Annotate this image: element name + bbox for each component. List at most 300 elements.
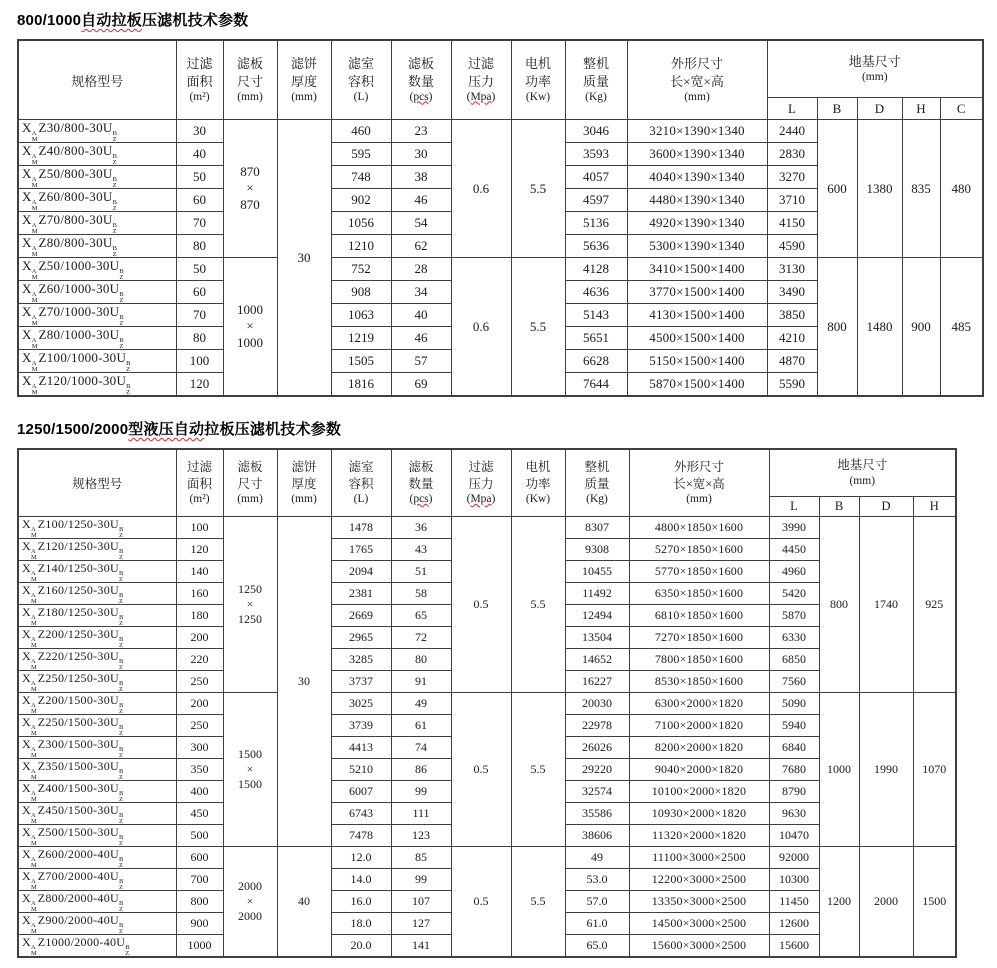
col-header-foundation-D: D	[859, 497, 913, 517]
cell-overall-dims: 6350×1850×1600	[629, 583, 769, 605]
cell-model: X A M Z500/1500-30U B Z	[18, 825, 176, 847]
cell-chamber-volume: 3737	[331, 671, 391, 693]
model-affix: B Z	[119, 291, 124, 304]
cell-plate-count: 99	[391, 781, 451, 803]
cell-foundation-L: 2440	[767, 120, 817, 143]
cell-filter-area: 100	[176, 517, 223, 539]
cell-machine-mass: 4128	[565, 258, 627, 281]
cell-foundation-L: 3130	[767, 258, 817, 281]
cell-overall-dims: 7100×2000×1820	[629, 715, 769, 737]
cell-filter-area: 700	[176, 869, 223, 891]
cell-filter-area: 50	[176, 166, 223, 189]
cell-filter-area: 1000	[176, 935, 223, 958]
col-header-foundation-H: H	[913, 497, 956, 517]
cell-foundation-L: 3990	[769, 517, 819, 539]
cell-filter-area: 100	[176, 350, 223, 373]
cell-model: X A M Z70/1000-30U B Z	[18, 304, 176, 327]
model-affix: B Z	[112, 199, 117, 212]
cell-chamber-volume: 1219	[331, 327, 391, 350]
cell-plate-count: 99	[391, 869, 451, 891]
cell-chamber-volume: 6743	[331, 803, 391, 825]
model-affix: A M	[31, 153, 38, 166]
model-affix: A M	[31, 245, 38, 258]
cell-filter-area: 160	[176, 583, 223, 605]
cell-overall-dims: 5150×1500×1400	[627, 350, 767, 373]
cell-filter-area: 50	[176, 258, 223, 281]
cell-chamber-volume: 595	[331, 143, 391, 166]
cell-foundation-L: 5420	[769, 583, 819, 605]
cell-plate-count: 72	[391, 627, 451, 649]
cell-chamber-volume: 1210	[331, 235, 391, 258]
cell-overall-dims: 4130×1500×1400	[627, 304, 767, 327]
col-header-foundation-L: L	[769, 497, 819, 517]
cell-chamber-volume: 2381	[331, 583, 391, 605]
cell-overall-dims: 11100×3000×2500	[629, 847, 769, 869]
cell-plate-count: 69	[391, 373, 451, 397]
col-header-filter-pressure: 过滤 压力 (Mpa)	[451, 449, 511, 517]
cell-overall-dims: 5770×1850×1600	[629, 561, 769, 583]
cell-filter-area: 140	[176, 561, 223, 583]
cell-model: X A M Z450/1500-30U B Z	[18, 803, 176, 825]
cell-model: X A M Z180/1250-30U B Z	[18, 605, 176, 627]
cell-machine-mass: 4597	[565, 189, 627, 212]
model-affix: B Z	[118, 526, 124, 539]
cell-foundation-L: 4590	[767, 235, 817, 258]
cell-overall-dims: 10930×2000×1820	[629, 803, 769, 825]
model-affix: B Z	[126, 383, 131, 396]
cell-filter-area: 70	[176, 212, 223, 235]
cell-filter-area: 120	[176, 539, 223, 561]
model-affix: A M	[30, 680, 37, 693]
cell-chamber-volume: 1816	[331, 373, 391, 397]
cell-plate-count: 43	[391, 539, 451, 561]
cell-foundation-B: 1200	[819, 847, 859, 958]
cell-foundation-L: 3710	[767, 189, 817, 212]
col-header-filter-area: 过滤 面积 (m²)	[176, 449, 223, 517]
model-affix: A M	[31, 337, 38, 350]
cell-plate-count: 107	[391, 891, 451, 913]
cell-cake-thickness: 40	[277, 847, 331, 958]
model-affix: B Z	[118, 790, 124, 803]
cell-plate-size: 1500 × 1500	[223, 693, 277, 847]
model-affix: B Z	[118, 834, 124, 847]
col-header-filter-area: 过滤 面积 (m²)	[176, 40, 223, 120]
cell-machine-mass: 13504	[565, 627, 629, 649]
cell-overall-dims: 4480×1390×1340	[627, 189, 767, 212]
cell-plate-count: 65	[391, 605, 451, 627]
model-affix: B Z	[119, 314, 124, 327]
model-affix: A M	[30, 548, 37, 561]
cell-plate-size: 1250 × 1250	[223, 517, 277, 693]
cell-motor-power: 5.5	[511, 517, 565, 693]
cell-chamber-volume: 4413	[331, 737, 391, 759]
col-header-foundation-C: C	[940, 98, 983, 120]
spec-table-1250-1500-2000	[17, 448, 957, 958]
cell-overall-dims: 4040×1390×1340	[627, 166, 767, 189]
col-header-chamber-volume: 滤室 容积 (L)	[331, 40, 391, 120]
table-row	[18, 517, 956, 539]
cell-plate-size: 1000 × 1000	[223, 258, 277, 397]
cell-overall-dims: 3210×1390×1340	[627, 120, 767, 143]
cell-filter-area: 200	[176, 693, 223, 715]
model-affix: A M	[31, 176, 38, 189]
cell-motor-power: 5.5	[511, 120, 565, 258]
col-header-chamber-volume: 滤室 容积 (L)	[331, 449, 391, 517]
cell-foundation-L: 7680	[769, 759, 819, 781]
cell-plate-count: 38	[391, 166, 451, 189]
cell-plate-count: 62	[391, 235, 451, 258]
model-affix: B Z	[118, 900, 124, 913]
cell-filter-area: 70	[176, 304, 223, 327]
model-affix: A M	[30, 944, 37, 957]
cell-plate-count: 85	[391, 847, 451, 869]
cell-plate-count: 46	[391, 327, 451, 350]
model-affix: A M	[31, 222, 38, 235]
cell-plate-count: 123	[391, 825, 451, 847]
cell-chamber-volume: 14.0	[331, 869, 391, 891]
cell-plate-count: 141	[391, 935, 451, 958]
cell-chamber-volume: 2669	[331, 605, 391, 627]
cell-filter-area: 80	[176, 235, 223, 258]
cell-plate-count: 57	[391, 350, 451, 373]
cell-model: X A M Z1000/2000-40U B Z	[18, 935, 176, 958]
table-body	[18, 517, 956, 958]
cell-foundation-L: 4450	[769, 539, 819, 561]
cell-filter-area: 180	[176, 605, 223, 627]
cell-overall-dims: 7270×1850×1600	[629, 627, 769, 649]
cell-overall-dims: 12200×3000×2500	[629, 869, 769, 891]
cell-plate-count: 58	[391, 583, 451, 605]
model-affix: A M	[30, 570, 37, 583]
cell-machine-mass: 4636	[565, 281, 627, 304]
cell-foundation-D: 1990	[859, 693, 913, 847]
model-affix: B Z	[118, 614, 124, 627]
model-affix: B Z	[112, 245, 117, 258]
col-header-overall-dims: 外形尺寸 长×宽×高 (mm)	[627, 40, 767, 120]
cell-model: X A M Z160/1250-30U B Z	[18, 583, 176, 605]
col-header-motor-power: 电机 功率 (Kw)	[511, 40, 565, 120]
cell-foundation-B: 600	[817, 120, 857, 258]
col-header-foundation-B: B	[819, 497, 859, 517]
cell-machine-mass: 4057	[565, 166, 627, 189]
cell-model: X A M Z100/1250-30U B Z	[18, 517, 176, 539]
cell-model: X A M Z120/1000-30U B Z	[18, 373, 176, 397]
cell-filter-area: 900	[176, 913, 223, 935]
cell-filter-area: 30	[176, 120, 223, 143]
model-affix: A M	[31, 360, 38, 373]
cell-overall-dims: 11320×2000×1820	[629, 825, 769, 847]
cell-plate-count: 40	[391, 304, 451, 327]
cell-filter-area: 60	[176, 281, 223, 304]
cell-filter-area: 80	[176, 327, 223, 350]
cell-filter-area: 300	[176, 737, 223, 759]
model-affix: A M	[30, 922, 37, 935]
cell-foundation-L: 3490	[767, 281, 817, 304]
cell-foundation-L: 5090	[769, 693, 819, 715]
cell-chamber-volume: 748	[331, 166, 391, 189]
cell-model: X A M Z900/2000-40U B Z	[18, 913, 176, 935]
model-affix: B Z	[118, 636, 124, 649]
cell-filter-pressure: 0.5	[451, 517, 511, 693]
model-affix: A M	[30, 658, 37, 671]
cell-plate-count: 23	[391, 120, 451, 143]
cell-machine-mass: 3593	[565, 143, 627, 166]
cell-chamber-volume: 2965	[331, 627, 391, 649]
cell-foundation-L: 3270	[767, 166, 817, 189]
cell-plate-count: 91	[391, 671, 451, 693]
cell-machine-mass: 12494	[565, 605, 629, 627]
cell-machine-mass: 53.0	[565, 869, 629, 891]
cell-machine-mass: 5143	[565, 304, 627, 327]
cell-plate-count: 36	[391, 517, 451, 539]
cell-plate-count: 28	[391, 258, 451, 281]
cell-chamber-volume: 3025	[331, 693, 391, 715]
cell-machine-mass: 38606	[565, 825, 629, 847]
cell-plate-count: 49	[391, 693, 451, 715]
model-affix: A M	[30, 724, 37, 737]
cell-model: X A M Z220/1250-30U B Z	[18, 649, 176, 671]
cell-chamber-volume: 902	[331, 189, 391, 212]
col-header-plate-size: 滤板 尺寸 (mm)	[223, 449, 277, 517]
cell-overall-dims: 8530×1850×1600	[629, 671, 769, 693]
cell-foundation-L: 6840	[769, 737, 819, 759]
model-affix: B Z	[118, 548, 124, 561]
model-affix: A M	[30, 526, 37, 539]
col-header-foundation-L: L	[767, 98, 817, 120]
model-affix: B Z	[118, 680, 124, 693]
model-affix: B Z	[119, 337, 124, 350]
model-affix: B Z	[118, 592, 124, 605]
cell-machine-mass: 65.0	[565, 935, 629, 958]
cell-foundation-L: 10470	[769, 825, 819, 847]
cell-machine-mass: 7644	[565, 373, 627, 397]
cell-chamber-volume: 908	[331, 281, 391, 304]
cell-foundation-B: 800	[817, 258, 857, 397]
cell-model: X A M Z800/2000-40U B Z	[18, 891, 176, 913]
cell-filter-pressure: 0.6	[451, 258, 511, 397]
cell-plate-count: 30	[391, 143, 451, 166]
cell-filter-area: 350	[176, 759, 223, 781]
cell-foundation-L: 4210	[767, 327, 817, 350]
table2-title: 1250/1500/2000型液压自动拉板压滤机技术参数	[17, 421, 342, 438]
cell-chamber-volume: 12.0	[331, 847, 391, 869]
cell-plate-count: 86	[391, 759, 451, 781]
cell-foundation-C: 480	[940, 120, 983, 258]
col-header-cake-thickness: 滤饼 厚度 (mm)	[277, 40, 331, 120]
col-header-plate-size: 滤板 尺寸 (mm)	[223, 40, 277, 120]
cell-overall-dims: 6300×2000×1820	[629, 693, 769, 715]
cell-foundation-D: 1740	[859, 517, 913, 693]
cell-filter-area: 800	[176, 891, 223, 913]
model-affix: B Z	[118, 768, 124, 781]
cell-chamber-volume: 1505	[331, 350, 391, 373]
model-affix: B Z	[125, 944, 130, 957]
cell-plate-count: 34	[391, 281, 451, 304]
col-header-model: 规格型号	[18, 449, 176, 517]
col-header-cake-thickness: 滤饼 厚度 (mm)	[277, 449, 331, 517]
cell-model: X A M Z200/1250-30U B Z	[18, 627, 176, 649]
table-row	[18, 693, 956, 715]
cell-model: X A M Z200/1500-30U B Z	[18, 693, 176, 715]
model-affix: B Z	[118, 856, 124, 869]
cell-foundation-H: 925	[913, 517, 956, 693]
cell-overall-dims: 7800×1850×1600	[629, 649, 769, 671]
model-affix: B Z	[112, 222, 117, 235]
col-header-motor-power: 电机 功率 (Kw)	[511, 449, 565, 517]
cell-model: X A M Z600/2000-40U B Z	[18, 847, 176, 869]
cell-chamber-volume: 5210	[331, 759, 391, 781]
cell-foundation-B: 1000	[819, 693, 859, 847]
cell-chamber-volume: 3285	[331, 649, 391, 671]
cell-filter-area: 400	[176, 781, 223, 803]
model-affix: B Z	[118, 724, 124, 737]
cell-foundation-L: 5590	[767, 373, 817, 397]
cell-model: X A M Z40/800-30U B Z	[18, 143, 176, 166]
model-affix: B Z	[118, 812, 124, 825]
model-affix: A M	[30, 768, 37, 781]
cell-filter-area: 200	[176, 627, 223, 649]
cell-foundation-L: 6850	[769, 649, 819, 671]
model-affix: B Z	[112, 176, 117, 189]
cell-model: X A M Z300/1500-30U B Z	[18, 737, 176, 759]
cell-overall-dims: 14500×3000×2500	[629, 913, 769, 935]
cell-foundation-H: 835	[902, 120, 940, 258]
cell-chamber-volume: 16.0	[331, 891, 391, 913]
cell-machine-mass: 5636	[565, 235, 627, 258]
model-affix: A M	[30, 636, 37, 649]
cell-overall-dims: 5270×1850×1600	[629, 539, 769, 561]
cell-foundation-L: 5870	[769, 605, 819, 627]
cell-foundation-L: 9630	[769, 803, 819, 825]
col-header-plate-count: 滤板 数量 (pcs)	[391, 40, 451, 120]
cell-chamber-volume: 18.0	[331, 913, 391, 935]
model-affix: A M	[30, 614, 37, 627]
cell-machine-mass: 9308	[565, 539, 629, 561]
cell-chamber-volume: 1056	[331, 212, 391, 235]
model-affix: B Z	[118, 922, 124, 935]
cell-machine-mass: 11492	[565, 583, 629, 605]
cell-plate-count: 54	[391, 212, 451, 235]
model-affix: B Z	[112, 153, 117, 166]
cell-foundation-L: 15600	[769, 935, 819, 958]
cell-model: X A M Z700/2000-40U B Z	[18, 869, 176, 891]
cell-model: X A M Z120/1250-30U B Z	[18, 539, 176, 561]
cell-machine-mass: 32574	[565, 781, 629, 803]
cell-chamber-volume: 752	[331, 258, 391, 281]
cell-cake-thickness: 30	[277, 517, 331, 847]
cell-machine-mass: 61.0	[565, 913, 629, 935]
model-affix: A M	[30, 856, 37, 869]
col-header-machine-mass: 整机 质量 (Kg)	[565, 40, 627, 120]
cell-plate-count: 46	[391, 189, 451, 212]
col-header-plate-count: 滤板 数量 (pcs)	[391, 449, 451, 517]
col-header-foundation-D: D	[857, 98, 902, 120]
cell-plate-count: 127	[391, 913, 451, 935]
cell-model: X A M Z50/1000-30U B Z	[18, 258, 176, 281]
cell-foundation-H: 1070	[913, 693, 956, 847]
cell-overall-dims: 15600×3000×2500	[629, 935, 769, 958]
cell-overall-dims: 5870×1500×1400	[627, 373, 767, 397]
cell-model: X A M Z350/1500-30U B Z	[18, 759, 176, 781]
spec-table-800-1000	[17, 39, 984, 397]
cell-filter-area: 60	[176, 189, 223, 212]
col-header-foundation-B: B	[817, 98, 857, 120]
cell-foundation-L: 8790	[769, 781, 819, 803]
cell-model: X A M Z50/800-30U B Z	[18, 166, 176, 189]
cell-plate-count: 80	[391, 649, 451, 671]
cell-foundation-L: 6330	[769, 627, 819, 649]
cell-machine-mass: 35586	[565, 803, 629, 825]
model-affix: A M	[31, 130, 38, 143]
cell-overall-dims: 3410×1500×1400	[627, 258, 767, 281]
cell-machine-mass: 26026	[565, 737, 629, 759]
cell-filter-area: 120	[176, 373, 223, 397]
cell-machine-mass: 57.0	[565, 891, 629, 913]
cell-foundation-C: 485	[940, 258, 983, 397]
model-affix: B Z	[118, 702, 124, 715]
cell-chamber-volume: 1063	[331, 304, 391, 327]
cell-foundation-L: 2830	[767, 143, 817, 166]
cell-filter-area: 220	[176, 649, 223, 671]
cell-filter-area: 450	[176, 803, 223, 825]
col-header-foundation-H: H	[902, 98, 940, 120]
cell-overall-dims: 9040×2000×1820	[629, 759, 769, 781]
cell-machine-mass: 5651	[565, 327, 627, 350]
cell-motor-power: 5.5	[511, 258, 565, 397]
cell-filter-area: 250	[176, 671, 223, 693]
cell-foundation-L: 3850	[767, 304, 817, 327]
cell-chamber-volume: 7478	[331, 825, 391, 847]
cell-foundation-L: 5940	[769, 715, 819, 737]
cell-motor-power: 5.5	[511, 847, 565, 958]
cell-motor-power: 5.5	[511, 693, 565, 847]
col-header-foundation: 地基尺寸 (mm)	[767, 40, 983, 98]
model-affix: A M	[30, 790, 37, 803]
cell-plate-count: 74	[391, 737, 451, 759]
cell-foundation-D: 2000	[859, 847, 913, 958]
col-header-filter-pressure: 过滤 压力 (Mpa)	[451, 40, 511, 120]
cell-machine-mass: 14652	[565, 649, 629, 671]
model-affix: B Z	[118, 878, 124, 891]
cell-filter-pressure: 0.5	[451, 693, 511, 847]
model-affix: B Z	[119, 268, 124, 281]
cell-foundation-H: 900	[902, 258, 940, 397]
cell-machine-mass: 16227	[565, 671, 629, 693]
col-header-overall-dims: 外形尺寸 长×宽×高 (mm)	[629, 449, 769, 517]
table1-title: 800/1000自动拉板压滤机技术参数	[17, 12, 249, 29]
cell-foundation-D: 1380	[857, 120, 902, 258]
model-affix: A M	[31, 314, 38, 327]
table-body	[18, 120, 983, 397]
cell-foundation-L: 4870	[767, 350, 817, 373]
model-affix: A M	[30, 702, 37, 715]
cell-model: X A M Z80/800-30U B Z	[18, 235, 176, 258]
cell-filter-pressure: 0.5	[451, 847, 511, 958]
cell-machine-mass: 5136	[565, 212, 627, 235]
cell-overall-dims: 4500×1500×1400	[627, 327, 767, 350]
cell-model: X A M Z60/1000-30U B Z	[18, 281, 176, 304]
model-affix: A M	[31, 291, 38, 304]
model-affix: A M	[30, 746, 37, 759]
cell-model: X A M Z70/800-30U B Z	[18, 212, 176, 235]
col-header-model: 规格型号	[18, 40, 176, 120]
cell-machine-mass: 10455	[565, 561, 629, 583]
cell-foundation-L: 10300	[769, 869, 819, 891]
cell-machine-mass: 29220	[565, 759, 629, 781]
table-row	[18, 120, 983, 143]
cell-filter-area: 500	[176, 825, 223, 847]
cell-model: X A M Z250/1500-30U B Z	[18, 715, 176, 737]
